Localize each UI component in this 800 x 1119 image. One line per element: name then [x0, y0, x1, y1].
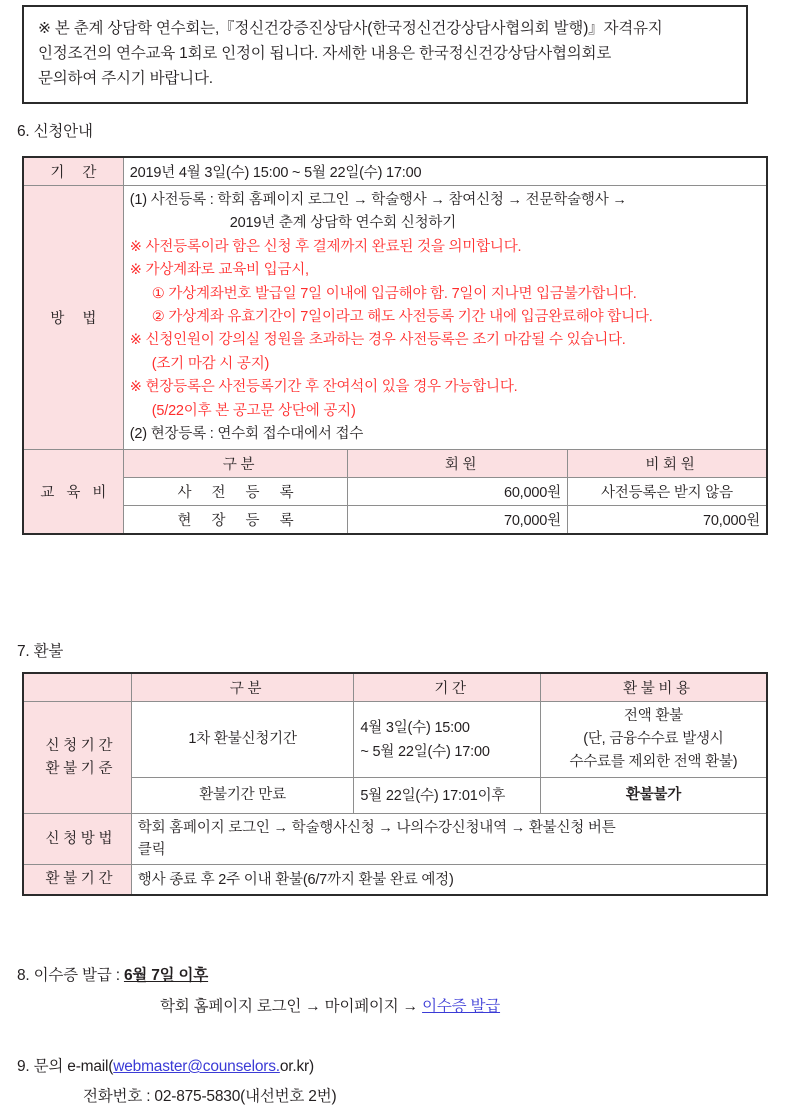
section-6-heading: 6. 신청안내 [17, 123, 93, 140]
table-row-fee-pre [23, 478, 767, 506]
refund-criteria-label-line1: 신 청 기 간 [45, 737, 113, 754]
refund-period-first-line1: 4월 3일(수) 15:00 [360, 719, 470, 736]
refund-period-label: 환 불 기 간 [23, 865, 131, 896]
fee-member-pre: 60,000원 [348, 478, 568, 506]
method-line: (2) 현장등록 : 연수회 접수대에서 접수 [129, 426, 364, 443]
table-row-refund-period [23, 865, 767, 896]
refund-header-blank [23, 673, 131, 702]
refund-header-cost: 환 불 비 용 [540, 673, 767, 702]
section-8-prefix: 8. 이수증 발급 : [17, 967, 124, 984]
refund-table [22, 672, 768, 896]
refund-method-value [131, 814, 767, 865]
refund-period-first-line2: ~ 5월 22일(수) 17:00 [360, 743, 490, 760]
notice-line-1: ※ 본 춘계 상담학 연수회는,『정신건강증진상담사(한국정신건강상담사협의회 발행)』자격유지 [38, 20, 663, 37]
section-8-line-1 [17, 963, 208, 985]
refund-method-label: 신 청 방 법 [23, 814, 131, 865]
method-label: 방 법 [23, 186, 123, 450]
section-9-prefix: 9. 문의 e-mail( [17, 1058, 114, 1075]
notice-line-3: 문의하여 주시기 바랍니다. [38, 70, 213, 87]
refund-criteria-label [23, 702, 131, 814]
section-8-line-2 [160, 994, 500, 1016]
notice-line-2: 인정조건의 연수교육 1회로 인정이 됩니다. 자세한 내용은 한국정신건강상담사협의회로 [38, 45, 612, 62]
fee-header-type: 구 분 [123, 450, 348, 478]
method-line: (1) 사전등록 : 학회 홈페이지 로그인 → 학술행사 → 참여신청 → 전문학술행사 → [129, 192, 627, 208]
fee-type-onsite: 현 장 등 록 [123, 506, 348, 535]
table-row-refund-header [23, 673, 767, 702]
refund-period-value: 행사 종료 후 2주 이내 환불(6/7까지 환불 완료 예정) [131, 865, 767, 896]
refund-type-first: 1차 환불신청기간 [131, 702, 354, 778]
refund-cost-first-line1: 전액 환불 [623, 708, 683, 724]
table-row-period [23, 157, 767, 186]
table-row-fee-header [23, 450, 767, 478]
application-guide-table [22, 156, 768, 535]
fee-type-pre: 사 전 등 록 [123, 478, 348, 506]
period-label: 기 간 [23, 157, 123, 186]
section-9-line-1 [17, 1054, 314, 1076]
table-row-refund-expired [23, 778, 767, 814]
section-8-path-prefix: 학회 홈페이지 로그인 → 마이페이지 → [160, 998, 423, 1015]
refund-cost-first-line3: 수수료를 제외한 전액 환불) [569, 754, 738, 770]
refund-type-expired: 환불기간 만료 [131, 778, 354, 814]
method-content [123, 186, 767, 450]
fee-label: 교 육 비 [23, 450, 123, 535]
table-row-refund-method [23, 814, 767, 865]
fee-member-onsite: 70,000원 [348, 506, 568, 535]
method-line: ② 가상계좌 유효기간이 7일이라고 해도 사전등록 기간 내에 입금완료해야 합니다. [151, 309, 653, 326]
refund-cost-first [540, 702, 767, 778]
table-row-method [23, 186, 767, 450]
fee-nonmember-pre: 사전등록은 받지 않음 [567, 478, 767, 506]
method-line: ※ 현장등록은 사전등록기간 후 잔여석이 있을 경우 가능합니다. [129, 379, 518, 396]
email-link[interactable]: webmaster@counselors. [113, 1058, 280, 1075]
refund-method-line1: 학회 홈페이지 로그인 → 학술행사신청 → 나의수강신청내역 → 환불신청 버튼 [137, 820, 616, 836]
refund-cost-first-line2: (단, 금융수수료 발생시 [583, 731, 724, 747]
refund-period-expired: 5월 22일(수) 17:01이후 [354, 778, 541, 814]
section-7-heading: 7. 환불 [17, 643, 64, 660]
refund-cost-expired: 환불불가 [540, 778, 767, 814]
method-line: ※ 신청인원이 강의실 정원을 초과하는 경우 사전등록은 조기 마감될 수 있습니다. [129, 332, 626, 349]
refund-period-first [354, 702, 541, 778]
method-line: 2019년 춘계 상담학 연수회 신청하기 [229, 215, 457, 232]
fee-header-nonmember: 비 회 원 [567, 450, 767, 478]
section-8-emphasis: 6월 7일 이후 [123, 967, 209, 984]
method-line: (조기 마감 시 공지) [151, 355, 270, 372]
fee-header-member: 회 원 [348, 450, 568, 478]
certificate-issue-link[interactable]: 이수증 발급 [422, 998, 501, 1015]
table-row-fee-onsite [23, 506, 767, 535]
refund-method-line2: 클릭 [137, 842, 166, 858]
method-line: ① 가상계좌번호 발급일 7일 이내에 입금해야 함. 7일이 지나면 입금불가합니다. [151, 285, 637, 302]
table-row-refund-first [23, 702, 767, 778]
section-9-phone: 전화번호 : 02-875-5830(내선번호 2번) [83, 1088, 337, 1105]
method-line: ※ 사전등록이라 함은 신청 후 결제까지 완료된 것을 의미합니다. [129, 238, 522, 255]
refund-header-period: 기 간 [354, 673, 541, 702]
refund-criteria-label-line2: 환 불 기 준 [45, 760, 113, 777]
period-value: 2019년 4월 3일(수) 15:00 ~ 5월 22일(수) 17:00 [123, 157, 767, 186]
method-line: ※ 가상계좌로 교육비 입금시, [129, 262, 309, 279]
fee-nonmember-onsite: 70,000원 [567, 506, 767, 535]
method-line: (5/22이후 본 공고문 상단에 공지) [151, 402, 356, 419]
email-tail: or.kr) [279, 1058, 314, 1075]
notice-box [22, 5, 748, 104]
refund-header-type: 구 분 [131, 673, 354, 702]
